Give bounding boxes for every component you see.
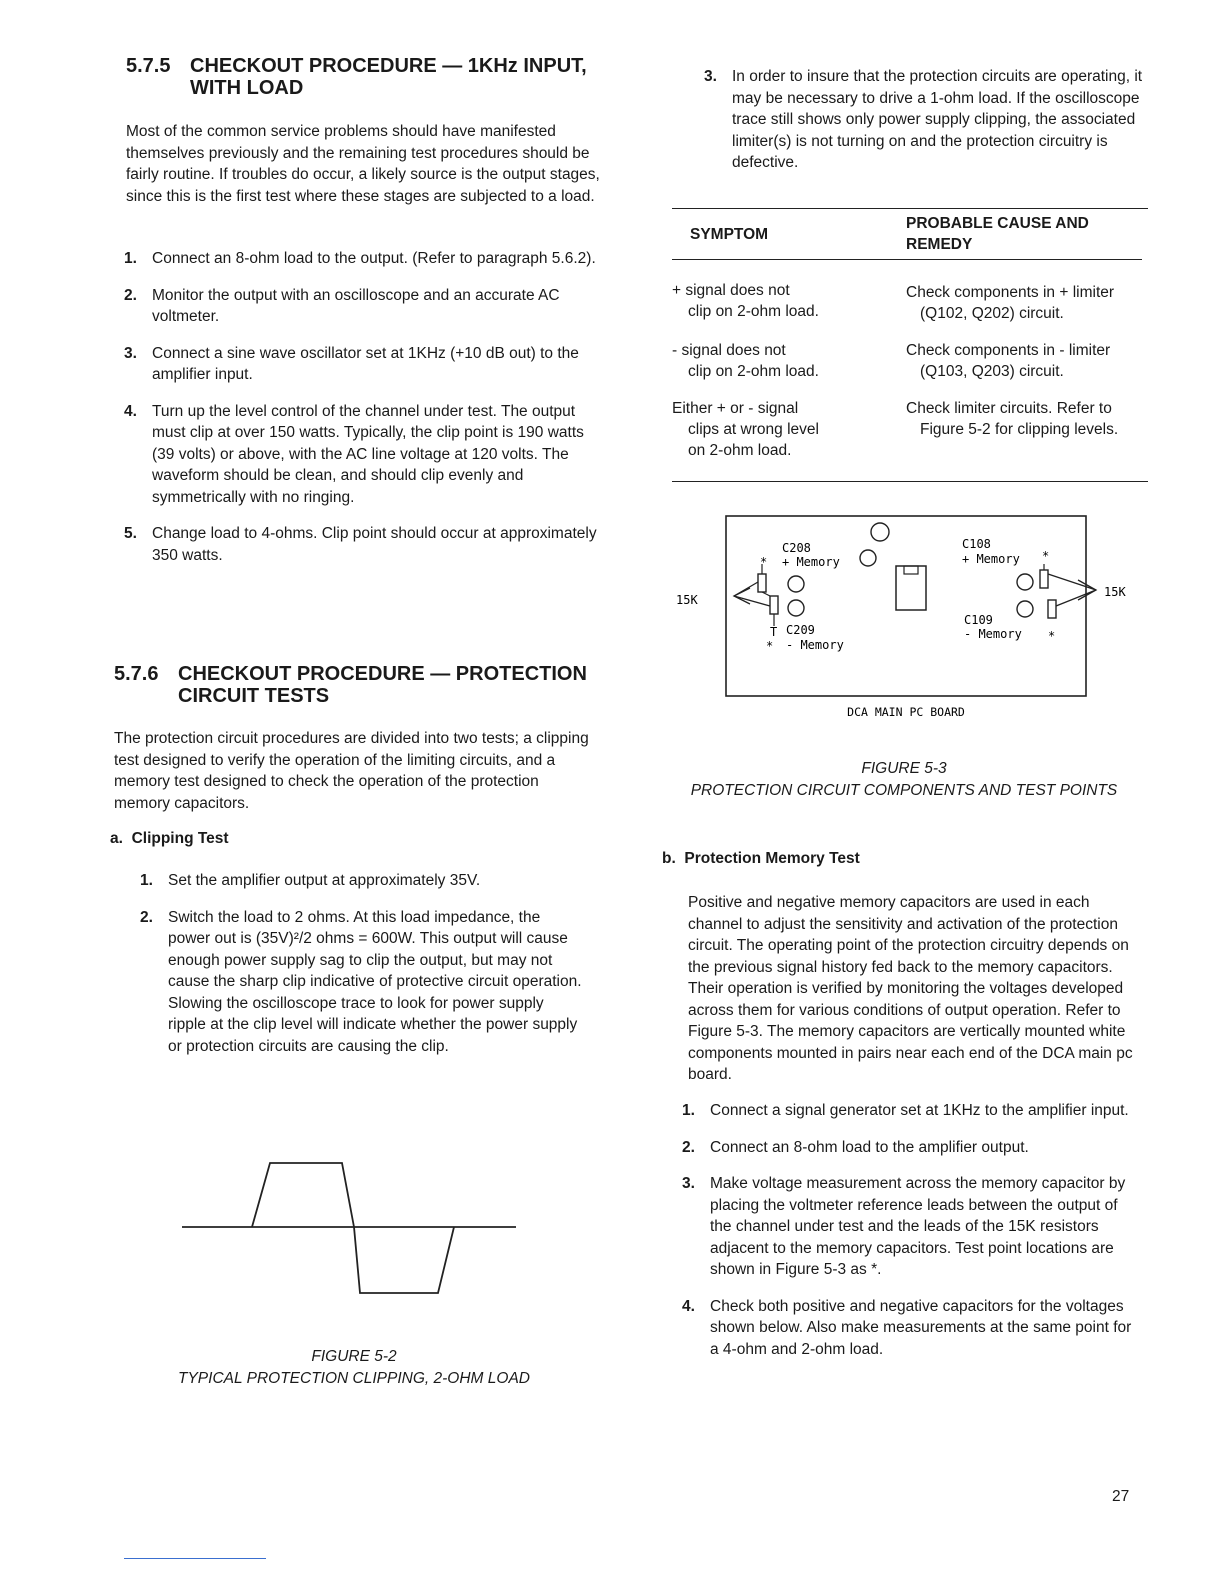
section-575-number: 5.7.5 — [126, 55, 171, 77]
figure-5-3-caption — [660, 758, 1148, 802]
protection-step-3 — [704, 66, 1152, 189]
list-item: 2. Switch the load to 2 ohms. At this load impedance, the power out is (35V)²/2 ohms = 600W. This output will cause enough power supply sag to clip the output, but may not cause the sharp clip indicative of protective circuit operation. Slowing the oscilloscope trace to look for power supply ripple at the clip level will indicate whether the power supply or protection circuits are causing the clip. — [140, 908, 582, 1055]
center-component — [896, 566, 926, 610]
symptom-table-wrap — [672, 208, 1142, 482]
list-item: 4. Turn up the level control of the channel under test. The output must clip at over 150 watts. Typically, the clip point is 190 watts (39 volts) or above, with the AC line voltage at 120 volts. The waveform should be clean, and should clip evenly and symmetrically with no ringing. — [124, 402, 584, 506]
figure-5-2-waveform — [182, 1155, 522, 1300]
figure-5-3-label: FIGURE 5-3 — [861, 760, 947, 777]
figure-5-3-title: PROTECTION CIRCUIT COMPONENTS AND TEST POINTS — [690, 782, 1118, 799]
c208-label: C208 — [782, 541, 811, 555]
c109-capacitor — [1017, 601, 1033, 617]
resistor-15k-left-a — [758, 574, 766, 592]
list-item: 3. Connect a sine wave oscillator set at 1KHz (+10 dB out) to the amplifier input. — [124, 344, 579, 383]
section-575-title-line1: CHECKOUT PROCEDURE — 1KHz INPUT, — [190, 55, 587, 77]
page-number: 27 — [1112, 1488, 1130, 1505]
capacitor-circle — [788, 600, 804, 616]
section-576-heading — [114, 663, 587, 708]
negative-clip-trace — [354, 1227, 454, 1293]
section-575-steps — [124, 248, 602, 581]
c108-memory: + Memory — [962, 552, 1020, 566]
c108-capacitor — [1017, 574, 1033, 590]
section-576-number: 5.7.6 — [114, 663, 159, 685]
figure-5-2-title: TYPICAL PROTECTION CLIPPING, 2-OHM LOAD — [178, 1370, 530, 1387]
memory-test-heading: b. Protection Memory Test — [662, 850, 860, 867]
list-item: 4. Check both positive and negative capacitors for the voltages shown below. Also make measurements at the same point for a 4-ohm and 2-ohm load. — [682, 1297, 1132, 1358]
table-row — [672, 260, 1142, 331]
c108-label: C108 — [962, 537, 991, 551]
left-column — [112, 0, 604, 1584]
c209-memory: - Memory — [786, 638, 844, 652]
symptom-cell: Either + or - signal clips at wrong level on 2-ohm load. — [672, 400, 819, 459]
figure-5-2-label: FIGURE 5-2 — [311, 1348, 397, 1365]
symptom-cell: - signal does not clip on 2-ohm load. — [672, 342, 819, 380]
r15k-right-label: 15K — [1104, 585, 1126, 599]
table-row — [672, 388, 1142, 467]
c208-capacitor — [860, 550, 876, 566]
c109-label: C109 — [964, 613, 993, 627]
cause-cell: Check components in - limiter (Q103, Q203) circuit. — [906, 342, 1111, 380]
symptom-column-header: SYMPTOM — [672, 209, 886, 260]
footer-rule — [124, 1558, 266, 1559]
section-576-title-line1: CHECKOUT PROCEDURE — PROTECTION — [178, 663, 587, 685]
list-item: 1. Connect an 8-ohm load to the output. (Refer to paragraph 5.6.2). — [124, 250, 596, 267]
c209-label: C209 — [786, 623, 815, 637]
section-576-intro: The protection circuit procedures are divided into two tests; a clipping test designed to verify the operation of the limiting circuits, and a memory test designed to check the operation of the protection memory capacitors. — [114, 730, 589, 812]
symptom-cell: + signal does not clip on 2-ohm load. — [672, 282, 819, 320]
c208-star: * — [760, 555, 768, 569]
c208-memory: + Memory — [782, 555, 840, 569]
list-item: 5. Change load to 4-ohms. Clip point should occur at approximately 350 watts. — [124, 525, 597, 564]
list-item: 3. In order to insure that the protection circuits are operating, it may be necessary to drive a 1-ohm load. If the oscilloscope trace still shows only power supply clipping, the associated limiter(s) is not turning on and the protection circuitry is defective. — [704, 68, 1143, 171]
table-bottom-rule — [672, 481, 1148, 482]
list-item: 1. Set the amplifier output at approximately 35V. — [140, 872, 481, 889]
list-item: 2. Monitor the output with an oscilloscope and an accurate AC voltmeter. — [124, 286, 560, 325]
board-label: DCA MAIN PC BOARD — [847, 705, 965, 719]
r15k-left-label: 15K — [676, 593, 698, 607]
resistor-15k-left-b — [770, 596, 778, 614]
list-item: 1. Connect a signal generator set at 1KHz to the amplifier input. — [682, 1102, 1129, 1119]
figure-5-2-caption — [112, 1346, 596, 1390]
cause-column-header: PROBABLE CAUSE AND REMEDY — [886, 209, 1142, 260]
c108-star: * — [1042, 549, 1050, 563]
clipping-test-heading: a. Clipping Test — [110, 830, 229, 847]
c109-star: * — [1048, 629, 1056, 643]
table-row — [672, 330, 1142, 388]
right-column — [660, 0, 1150, 1584]
section-575-heading — [126, 56, 596, 100]
resistor-15k-right-b — [1048, 600, 1056, 618]
table-header-row — [672, 209, 1142, 260]
resistor-15k-right-a — [1040, 570, 1048, 588]
c109-memory: - Memory — [964, 627, 1022, 641]
cause-cell: Check components in + limiter (Q102, Q202) circuit. — [906, 284, 1115, 322]
clipping-test-steps — [140, 870, 584, 1072]
figure-5-3-board-diagram — [670, 510, 1140, 730]
c209-test-point: T — [770, 625, 778, 639]
symptom-table — [672, 209, 1142, 467]
section-575-intro: Most of the common service problems should have manifested themselves previously and the remaining test procedures should be fairly routine. If troubles do occur, a likely source is the output stages, since this is the first test where these stages are subjected to a load. — [126, 123, 600, 205]
section-575-title-line2: WITH LOAD — [190, 77, 304, 99]
section-576-title-line2: CIRCUIT TESTS — [178, 685, 330, 707]
list-item: 3. Make voltage measurement across the memory capacitor by placing the voltmeter reference leads between the output of the channel under test and the leads of the 15K resistors adjacent to the memory capacitors. Test point locations are shown in Figure 5-3 as *. — [682, 1175, 1126, 1278]
cause-cell: Check limiter circuits. Refer to Figure 5-2 for clipping levels. — [906, 400, 1119, 438]
positive-clip-trace — [252, 1163, 354, 1227]
mounting-hole — [871, 523, 889, 541]
memory-test-steps — [682, 1100, 1136, 1375]
capacitor-circle — [788, 576, 804, 592]
memory-test-intro: Positive and negative memory capacitors are used in each channel to adjust the sensitivity and activation of the protection circuit. The operating point of the protection circuitry depends on the previous signal history fed back to the memory capacitors. Their operation is verified by monitoring the voltages developed across them for various conditions of output operation. Refer to Figure 5-3. The memory capacitors are vertically mounted white components mounted in pairs near each end of the DCA main pc board. — [688, 894, 1133, 1083]
c209-star: * — [766, 639, 774, 653]
list-item: 2. Connect an 8-ohm load to the amplifier output. — [682, 1138, 1029, 1156]
